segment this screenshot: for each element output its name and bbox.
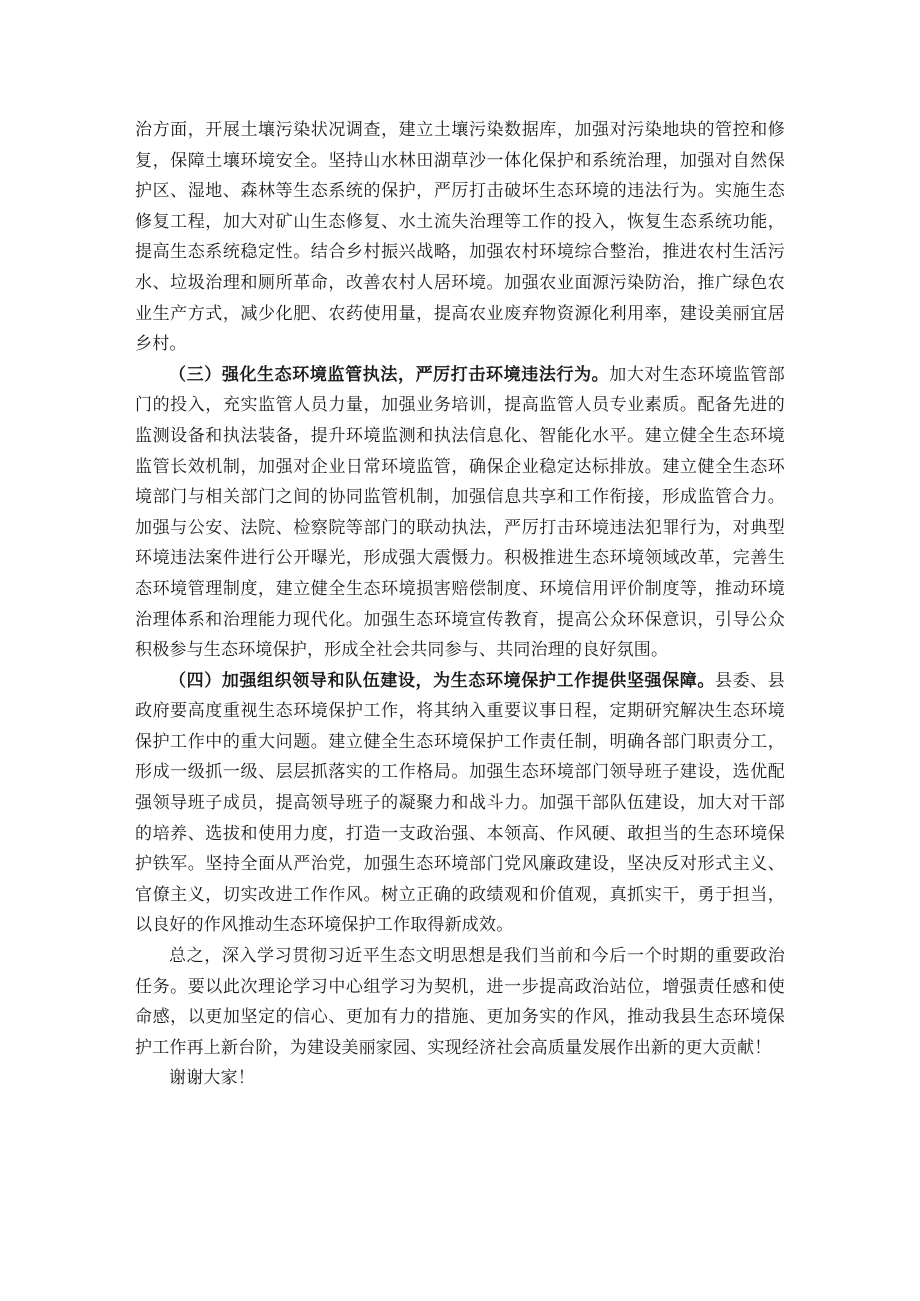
closing-thanks xyxy=(135,1063,785,1094)
document-page xyxy=(135,115,785,1094)
paragraph-text: 总之，深入学习贯彻习近平生态文明思想是我们当前和今后一个时期的重要政治任务。要以此次理论学习中心组学习为契机，进一步提高政治站位，增强责任感和使命感，以更加坚定的信心、更加有力的措施、更加务实的作风，推动我县生态环境保护工作再上新台阶，为建设美丽家园、实现经济社会高质量发展作出新的更大贡献！ xyxy=(135,946,785,1058)
paragraph-text: 加大对生态环境监管部门的投入，充实监管人员力量，加强业务培训，提高监管人员专业素质。配备先进的监测设备和执法装备，提升环境监测和执法信息化、智能化水平。建立健全生态环境监管长效机制，加强对企业日常环境监管，确保企业稳定达标排放。建立健全生态环境部门与相关部门之间的协同监管机制，加强信息共享和工作衔接，形成监管合力。加强与公安、法院、检察院等部门的联动执法，严厉打击环境违法犯罪行为，对典型环境违法案件进行公开曝光，形成强大震慑力。积极推进生态环境领域改革，完善生态环境管理制度，建立健全生态环境损害赔偿制度、环境信用评价制度等，推动环境治理体系和治理能力现代化。加强生态环境宣传教育，提高公众环保意识，引导公众积极参与生态环境保护，形成全社会共同参与、共同治理的良好氛围。 xyxy=(135,364,786,661)
section-heading-4: （四）加强组织领导和队伍建设，为生态环境保护工作提供坚强保障。 xyxy=(169,670,715,691)
paragraph-text: 治方面，开展土壤污染状况调查，建立土壤污染数据库，加强对污染地块的管控和修复，保障土壤环境安全。坚持山水林田湖草沙一体化保护和系统治理，加强对自然保护区、湿地、森林等生态系统的保护，严厉打击破坏生态环境的违法行为。实施生态修复工程，加大对矿山生态修复、水土流失治理等工作的投入，恢复生态系统功能，提高生态系统稳定性。结合乡村振兴战略，加强农村环境综合整治，推进农村生活污水、垃圾治理和厕所革命，改善农村人居环境。加强农业面源污染防治，推广绿色农业生产方式，减少化肥、农药使用量，提高农业废弃物资源化利用率，建设美丽宜居乡村。 xyxy=(135,120,785,355)
conclusion-paragraph xyxy=(135,941,785,1063)
paragraph-text: 谢谢大家！ xyxy=(169,1068,255,1089)
paragraph-text: 县委、县政府要高度重视生态环境保护工作，将其纳入重要议事日程，定期研究解决生态环境保护工作中的重大问题。建立健全生态环境保护工作责任制，明确各部门职责分工，形成一级抓一级、层层抓落实的工作格局。加强生态环境部门领导班子建设，选优配强领导班子成员，提高领导班子的凝聚力和战斗力。加强干部队伍建设，加大对干部的培养、选拔和使用力度，打造一支政治强、本领高、作风硬、敢担当的生态环境保护铁军。坚持全面从严治党，加强生态环境部门党风廉政建设，坚决反对形式主义、官僚主义，切实改进工作作风。树立正确的政绩观和价值观，真抓实干，勇于担当，以良好的作风推动生态环境保护工作取得新成效。 xyxy=(135,670,785,936)
body-paragraph-3 xyxy=(135,666,785,941)
section-heading-3: （三）强化生态环境监管执法，严厉打击环境违法行为。 xyxy=(169,364,610,385)
body-paragraph-1 xyxy=(135,115,785,360)
body-paragraph-2 xyxy=(135,360,785,666)
